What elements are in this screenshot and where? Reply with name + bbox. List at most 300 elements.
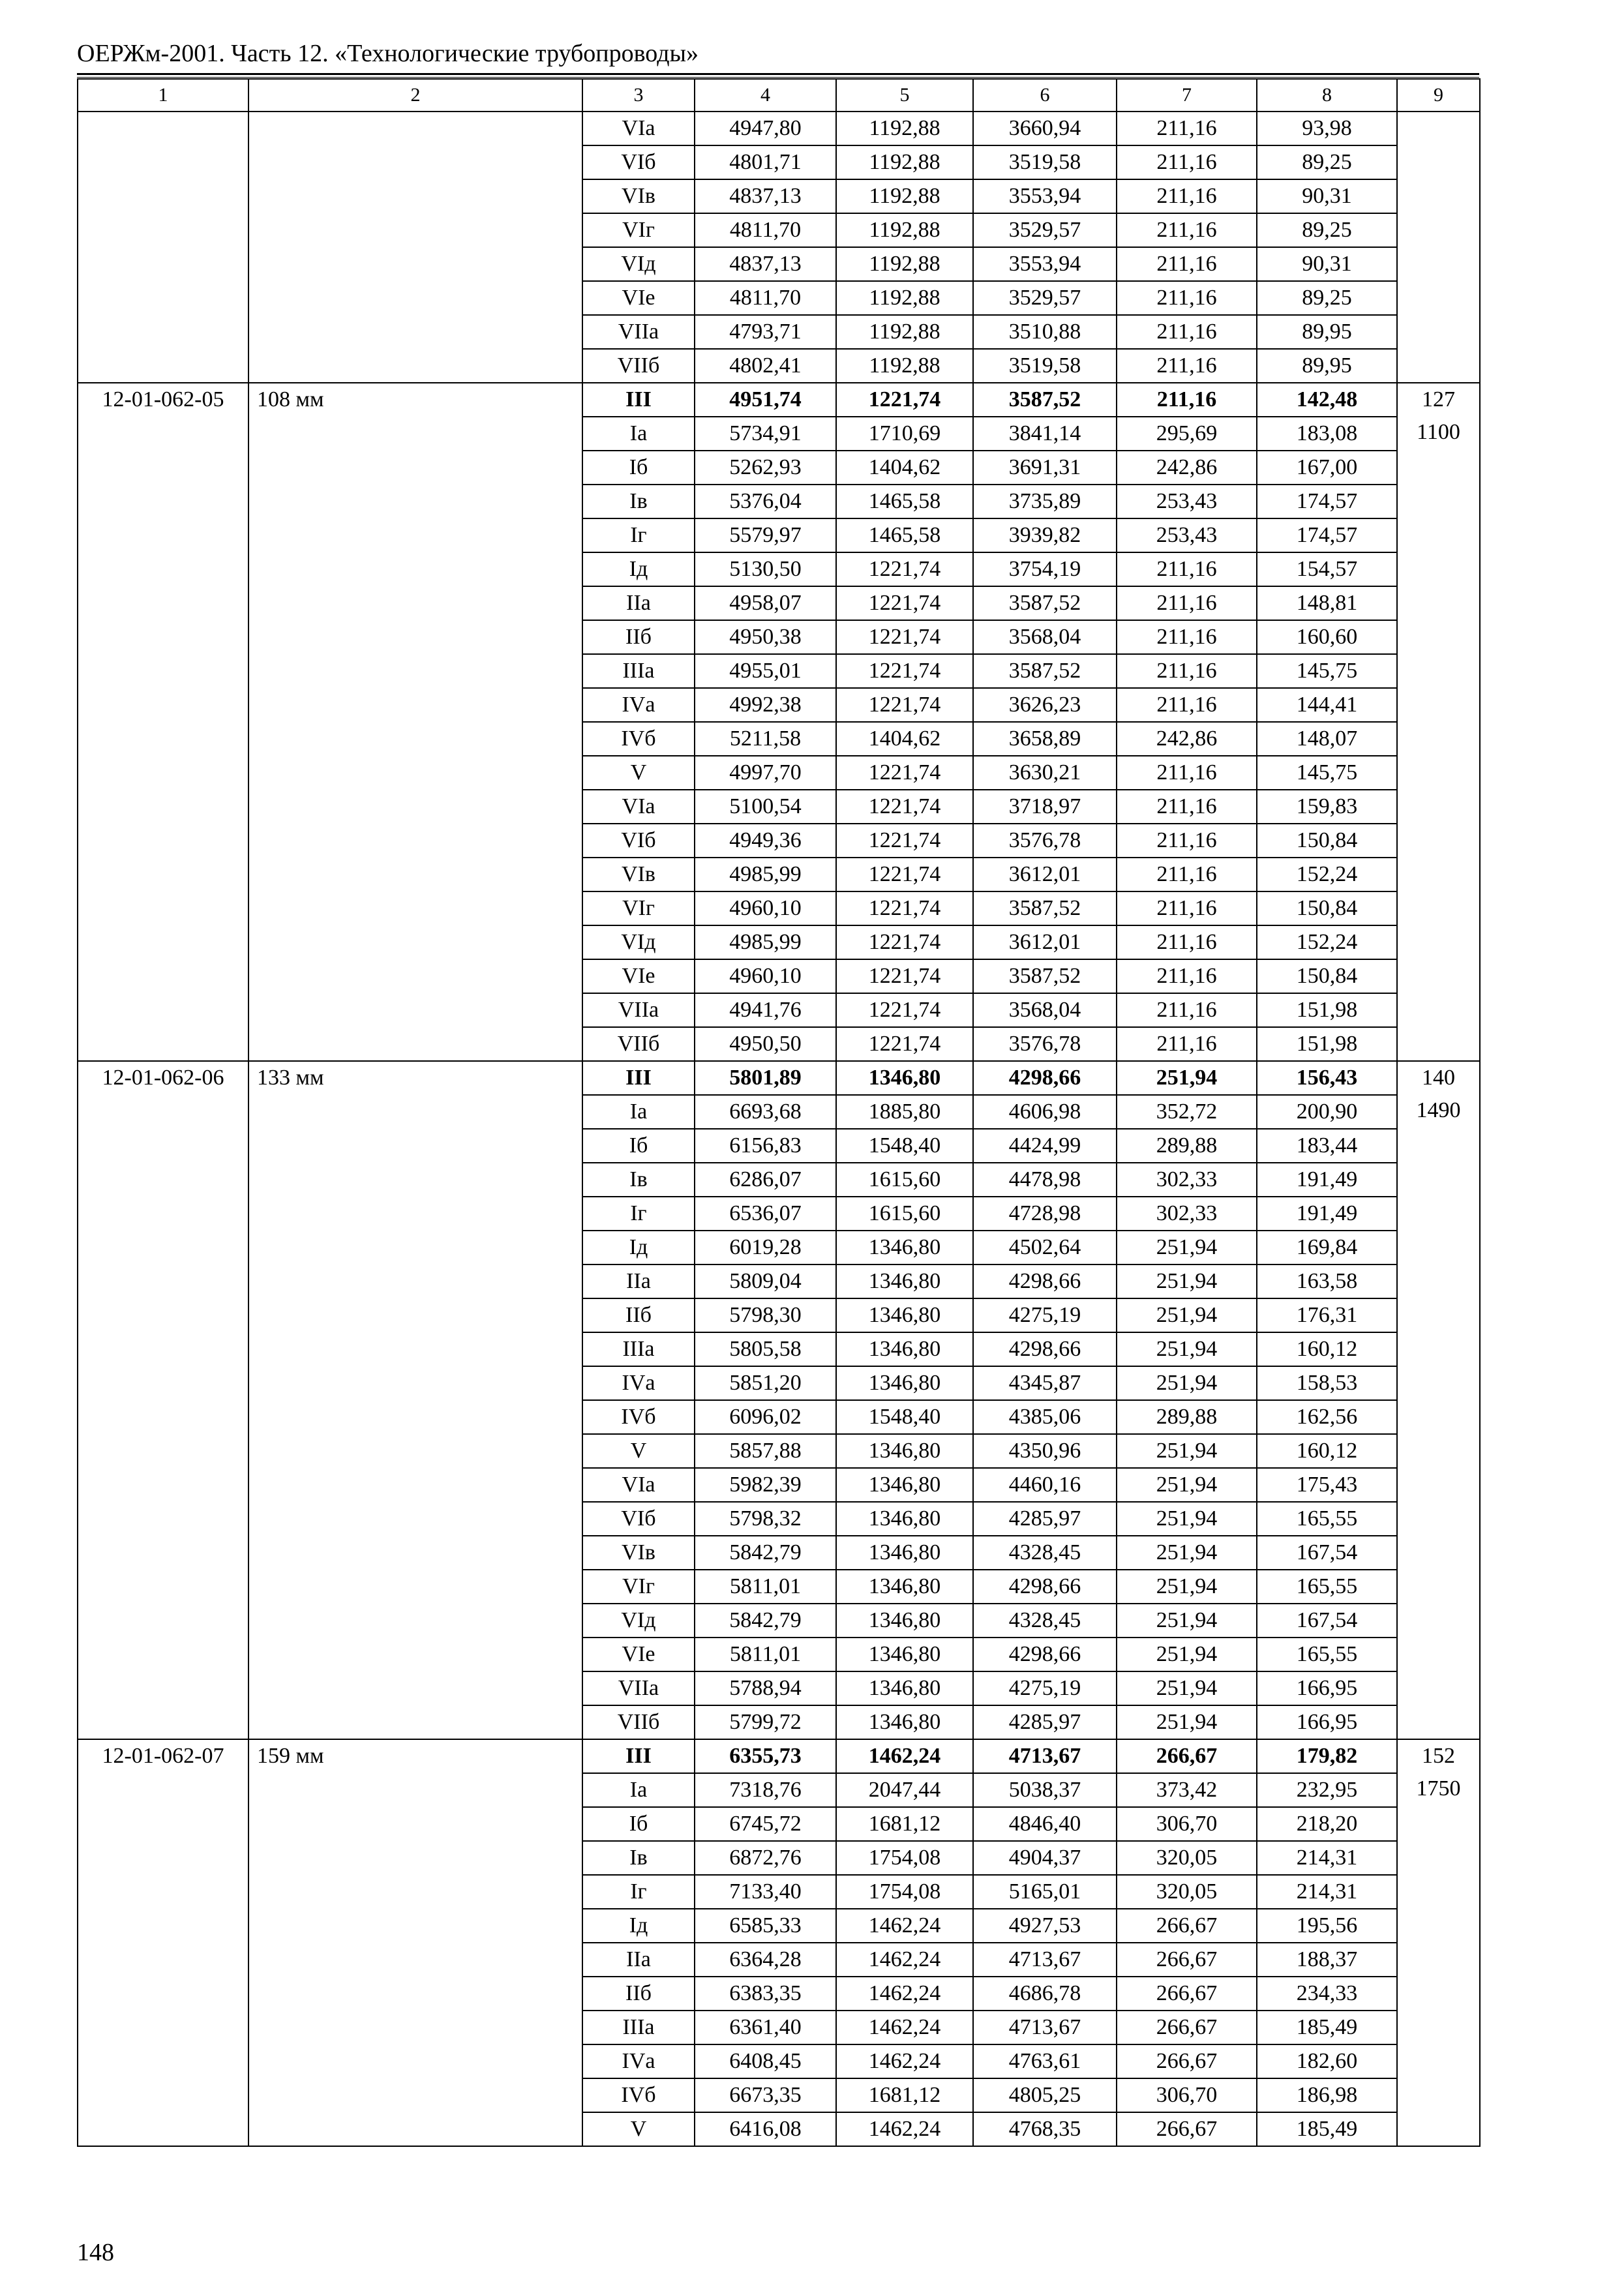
machine-cost: 4285,97	[973, 1502, 1117, 1536]
labor-cost: 1346,80	[836, 1231, 973, 1264]
total-cost: 5811,01	[695, 1570, 836, 1604]
labor-hours: 159,83	[1257, 790, 1397, 824]
modification-code: Iа	[582, 417, 695, 451]
machine-cost: 3626,23	[973, 688, 1117, 722]
labor-hours: 166,95	[1257, 1671, 1397, 1705]
labor-hours: 234,33	[1257, 1977, 1397, 2011]
operator-wage: 211,16	[1117, 145, 1257, 179]
total-cost: 5851,20	[695, 1366, 836, 1400]
labor-cost: 1404,62	[836, 451, 973, 485]
modification-code: VIа	[582, 112, 695, 145]
labor-hours: 156,43	[1257, 1061, 1397, 1095]
operator-wage: 242,86	[1117, 451, 1257, 485]
machine-cost: 5165,01	[973, 1875, 1117, 1909]
machine-cost: 4298,66	[973, 1638, 1117, 1671]
labor-hours: 186,98	[1257, 2078, 1397, 2112]
labor-hours: 165,55	[1257, 1570, 1397, 1604]
labor-hours: 179,82	[1257, 1739, 1397, 1773]
modification-code: Iв	[582, 485, 695, 518]
total-cost: 4960,10	[695, 891, 836, 925]
total-cost: 5579,97	[695, 518, 836, 552]
operator-wage: 211,16	[1117, 383, 1257, 417]
total-cost: 5842,79	[695, 1604, 836, 1638]
column-number: 5	[836, 79, 973, 112]
operator-wage: 251,94	[1117, 1366, 1257, 1400]
labor-cost: 1346,80	[836, 1061, 973, 1095]
operator-wage: 211,16	[1117, 586, 1257, 620]
labor-cost: 1548,40	[836, 1129, 973, 1163]
machine-cost: 4713,67	[973, 1739, 1117, 1773]
labor-hours: 185,49	[1257, 2112, 1397, 2146]
labor-cost: 1346,80	[836, 1502, 973, 1536]
total-cost: 5809,04	[695, 1264, 836, 1298]
labor-cost: 1346,80	[836, 1468, 973, 1502]
operator-wage: 289,88	[1117, 1400, 1257, 1434]
total-cost: 5798,30	[695, 1298, 836, 1332]
operator-wage: 251,94	[1117, 1604, 1257, 1638]
labor-hours: 166,95	[1257, 1705, 1397, 1739]
total-cost: 5799,72	[695, 1705, 836, 1739]
total-cost: 6019,28	[695, 1231, 836, 1264]
total-cost: 7318,76	[695, 1773, 836, 1807]
labor-cost: 1192,88	[836, 179, 973, 213]
labor-cost: 1346,80	[836, 1264, 973, 1298]
operator-wage: 211,16	[1117, 349, 1257, 383]
total-cost: 5801,89	[695, 1061, 836, 1095]
total-cost: 6364,28	[695, 1943, 836, 1977]
modification-code: IVб	[582, 1400, 695, 1434]
labor-hours: 185,49	[1257, 2011, 1397, 2044]
machine-cost: 4460,16	[973, 1468, 1117, 1502]
labor-hours: 191,49	[1257, 1163, 1397, 1197]
total-cost: 4811,70	[695, 281, 836, 315]
labor-cost: 1462,24	[836, 1909, 973, 1943]
labor-cost: 1462,24	[836, 1943, 973, 1977]
operator-wage: 373,42	[1117, 1773, 1257, 1807]
modification-code: VIб	[582, 824, 695, 858]
labor-hours: 93,98	[1257, 112, 1397, 145]
machine-cost: 3553,94	[973, 179, 1117, 213]
labor-hours: 214,31	[1257, 1875, 1397, 1909]
operator-wage: 251,94	[1117, 1638, 1257, 1671]
column-number: 6	[973, 79, 1117, 112]
modification-code: III	[582, 1739, 695, 1773]
operator-wage: 211,16	[1117, 654, 1257, 688]
labor-hours: 232,95	[1257, 1773, 1397, 1807]
operator-wage: 211,16	[1117, 281, 1257, 315]
modification-code: V	[582, 1434, 695, 1468]
labor-hours: 145,75	[1257, 756, 1397, 790]
labor-cost: 1754,08	[836, 1875, 973, 1909]
total-cost: 6286,07	[695, 1163, 836, 1197]
operator-wage: 352,72	[1117, 1095, 1257, 1129]
total-cost: 6361,40	[695, 2011, 836, 2044]
labor-cost: 1221,74	[836, 790, 973, 824]
labor-cost: 1346,80	[836, 1536, 973, 1570]
labor-hours: 162,56	[1257, 1400, 1397, 1434]
total-cost: 4985,99	[695, 925, 836, 959]
operator-wage: 211,16	[1117, 315, 1257, 349]
machine-cost: 4768,35	[973, 2112, 1117, 2146]
labor-cost: 1885,80	[836, 1095, 973, 1129]
modification-code: IVб	[582, 722, 695, 756]
modification-code: VIг	[582, 1570, 695, 1604]
labor-cost: 1681,12	[836, 2078, 973, 2112]
table-row	[78, 383, 1480, 417]
modification-code: IVб	[582, 2078, 695, 2112]
labor-cost: 1192,88	[836, 213, 973, 247]
machine-cost: 3630,21	[973, 756, 1117, 790]
pipe-diameter: 133 мм	[248, 1061, 582, 1739]
labor-cost: 1221,74	[836, 891, 973, 925]
pipe-diameter: 159 мм	[248, 1739, 582, 2146]
total-cost: 5211,58	[695, 722, 836, 756]
machine-cost: 4904,37	[973, 1841, 1117, 1875]
labor-hours: 165,55	[1257, 1638, 1397, 1671]
operator-wage: 211,16	[1117, 179, 1257, 213]
material-value: 140	[1422, 1066, 1455, 1090]
operator-wage: 251,94	[1117, 1502, 1257, 1536]
machine-cost: 3568,04	[973, 620, 1117, 654]
operator-wage: 251,94	[1117, 1332, 1257, 1366]
modification-code: Iг	[582, 1875, 695, 1909]
modification-code: Iг	[582, 518, 695, 552]
labor-cost: 1192,88	[836, 349, 973, 383]
total-cost: 4941,76	[695, 993, 836, 1027]
machine-cost: 3519,58	[973, 349, 1117, 383]
total-cost: 6673,35	[695, 2078, 836, 2112]
machine-cost: 3576,78	[973, 824, 1117, 858]
total-cost: 5811,01	[695, 1638, 836, 1671]
operator-wage: 251,94	[1117, 1434, 1257, 1468]
rates-table	[77, 78, 1481, 2147]
operator-wage: 211,16	[1117, 790, 1257, 824]
labor-cost: 1462,24	[836, 1977, 973, 2011]
total-cost: 4992,38	[695, 688, 836, 722]
modification-code: VIе	[582, 1638, 695, 1671]
total-cost: 6872,76	[695, 1841, 836, 1875]
labor-hours: 218,20	[1257, 1807, 1397, 1841]
machine-cost: 4805,25	[973, 2078, 1117, 2112]
labor-hours: 89,25	[1257, 213, 1397, 247]
labor-cost: 1192,88	[836, 247, 973, 281]
labor-cost: 1221,74	[836, 925, 973, 959]
operator-wage: 211,16	[1117, 993, 1257, 1027]
labor-hours: 89,95	[1257, 349, 1397, 383]
operator-wage: 251,94	[1117, 1298, 1257, 1332]
modification-code: IVа	[582, 2044, 695, 2078]
labor-cost: 1462,24	[836, 1739, 973, 1773]
material-values	[1397, 112, 1480, 383]
labor-hours: 214,31	[1257, 1841, 1397, 1875]
total-cost: 5857,88	[695, 1434, 836, 1468]
machine-cost: 3754,19	[973, 552, 1117, 586]
modification-code: VIIб	[582, 349, 695, 383]
modification-code: VIIб	[582, 1705, 695, 1739]
machine-cost: 3841,14	[973, 417, 1117, 451]
modification-code: IIа	[582, 1943, 695, 1977]
material-values	[1397, 1739, 1480, 2146]
total-cost: 6096,02	[695, 1400, 836, 1434]
labor-hours: 160,12	[1257, 1332, 1397, 1366]
labor-cost: 1462,24	[836, 2112, 973, 2146]
machine-cost: 3612,01	[973, 858, 1117, 891]
machine-cost: 4275,19	[973, 1671, 1117, 1705]
operator-wage: 211,16	[1117, 891, 1257, 925]
total-cost: 6693,68	[695, 1095, 836, 1129]
machine-cost: 4298,66	[973, 1332, 1117, 1366]
modification-code: VIв	[582, 858, 695, 891]
total-cost: 5376,04	[695, 485, 836, 518]
machine-cost: 4345,87	[973, 1366, 1117, 1400]
total-cost: 6383,35	[695, 1977, 836, 2011]
modification-code: Iв	[582, 1841, 695, 1875]
modification-code: Iб	[582, 1129, 695, 1163]
operator-wage: 320,05	[1117, 1875, 1257, 1909]
labor-hours: 148,07	[1257, 722, 1397, 756]
labor-cost: 1346,80	[836, 1434, 973, 1468]
rates-table-body	[78, 79, 1480, 2146]
total-cost: 5982,39	[695, 1468, 836, 1502]
header-rule	[77, 73, 1479, 75]
labor-cost: 1465,58	[836, 518, 973, 552]
machine-cost: 3587,52	[973, 383, 1117, 417]
material-values	[1397, 1061, 1480, 1739]
material-value: 127	[1422, 387, 1455, 411]
table-row	[78, 112, 1480, 145]
total-cost: 4958,07	[695, 586, 836, 620]
machine-cost: 4478,98	[973, 1163, 1117, 1197]
machine-cost: 3939,82	[973, 518, 1117, 552]
machine-cost: 3553,94	[973, 247, 1117, 281]
labor-hours: 195,56	[1257, 1909, 1397, 1943]
labor-cost: 1192,88	[836, 145, 973, 179]
labor-cost: 1754,08	[836, 1841, 973, 1875]
machine-cost: 4728,98	[973, 1197, 1117, 1231]
modification-code: IIб	[582, 1298, 695, 1332]
operator-wage: 295,69	[1117, 417, 1257, 451]
machine-cost: 4606,98	[973, 1095, 1117, 1129]
machine-cost: 4686,78	[973, 1977, 1117, 2011]
operator-wage: 211,16	[1117, 959, 1257, 993]
total-cost: 4949,36	[695, 824, 836, 858]
operator-wage: 251,94	[1117, 1705, 1257, 1739]
item-code	[78, 112, 248, 383]
machine-cost: 3587,52	[973, 891, 1117, 925]
labor-hours: 167,54	[1257, 1536, 1397, 1570]
labor-cost: 1346,80	[836, 1298, 973, 1332]
labor-cost: 1221,74	[836, 858, 973, 891]
labor-cost: 1221,74	[836, 688, 973, 722]
machine-cost: 4298,66	[973, 1264, 1117, 1298]
labor-hours: 89,95	[1257, 315, 1397, 349]
modification-code: Iд	[582, 552, 695, 586]
total-cost: 5798,32	[695, 1502, 836, 1536]
modification-code: VIд	[582, 247, 695, 281]
labor-hours: 169,84	[1257, 1231, 1397, 1264]
labor-hours: 150,84	[1257, 824, 1397, 858]
modification-code: IVа	[582, 1366, 695, 1400]
total-cost: 6536,07	[695, 1197, 836, 1231]
labor-hours: 152,24	[1257, 858, 1397, 891]
machine-cost: 5038,37	[973, 1773, 1117, 1807]
machine-cost: 3691,31	[973, 451, 1117, 485]
total-cost: 5734,91	[695, 417, 836, 451]
operator-wage: 211,16	[1117, 112, 1257, 145]
modification-code: Iб	[582, 451, 695, 485]
total-cost: 5130,50	[695, 552, 836, 586]
labor-cost: 1346,80	[836, 1332, 973, 1366]
labor-hours: 183,44	[1257, 1129, 1397, 1163]
modification-code: IIа	[582, 586, 695, 620]
modification-code: VIд	[582, 1604, 695, 1638]
total-cost: 4955,01	[695, 654, 836, 688]
operator-wage: 211,16	[1117, 858, 1257, 891]
machine-cost: 4502,64	[973, 1231, 1117, 1264]
machine-cost: 3587,52	[973, 586, 1117, 620]
modification-code: III	[582, 383, 695, 417]
labor-hours: 142,48	[1257, 383, 1397, 417]
operator-wage: 211,16	[1117, 213, 1257, 247]
operator-wage: 302,33	[1117, 1197, 1257, 1231]
material-values	[1397, 383, 1480, 1061]
column-number: 8	[1257, 79, 1397, 112]
labor-cost: 1192,88	[836, 281, 973, 315]
labor-cost: 1462,24	[836, 2011, 973, 2044]
machine-cost: 3529,57	[973, 213, 1117, 247]
operator-wage: 211,16	[1117, 925, 1257, 959]
labor-hours: 200,90	[1257, 1095, 1397, 1129]
column-number: 2	[248, 79, 582, 112]
labor-hours: 89,25	[1257, 281, 1397, 315]
operator-wage: 242,86	[1117, 722, 1257, 756]
modification-code: Iб	[582, 1807, 695, 1841]
labor-cost: 1404,62	[836, 722, 973, 756]
total-cost: 5805,58	[695, 1332, 836, 1366]
operator-wage: 266,67	[1117, 2011, 1257, 2044]
modification-code: Iа	[582, 1773, 695, 1807]
operator-wage: 211,16	[1117, 552, 1257, 586]
operator-wage: 266,67	[1117, 1977, 1257, 2011]
operator-wage: 253,43	[1117, 518, 1257, 552]
modification-code: VIд	[582, 925, 695, 959]
labor-cost: 1221,74	[836, 1027, 973, 1061]
total-cost: 4793,71	[695, 315, 836, 349]
modification-code: VIа	[582, 1468, 695, 1502]
machine-cost: 4328,45	[973, 1536, 1117, 1570]
labor-hours: 165,55	[1257, 1502, 1397, 1536]
modification-code: IIб	[582, 620, 695, 654]
modification-code: IIIа	[582, 1332, 695, 1366]
operator-wage: 266,67	[1117, 2044, 1257, 2078]
labor-hours: 158,53	[1257, 1366, 1397, 1400]
total-cost: 5788,94	[695, 1671, 836, 1705]
labor-hours: 167,54	[1257, 1604, 1397, 1638]
column-number: 7	[1117, 79, 1257, 112]
labor-cost: 1346,80	[836, 1570, 973, 1604]
modification-code: IIIа	[582, 2011, 695, 2044]
labor-hours: 154,57	[1257, 552, 1397, 586]
machine-cost: 4713,67	[973, 1943, 1117, 1977]
labor-cost: 1346,80	[836, 1366, 973, 1400]
labor-hours: 144,41	[1257, 688, 1397, 722]
modification-code: Iд	[582, 1909, 695, 1943]
labor-hours: 191,49	[1257, 1197, 1397, 1231]
operator-wage: 211,16	[1117, 756, 1257, 790]
labor-cost: 1221,74	[836, 959, 973, 993]
modification-code: VIIб	[582, 1027, 695, 1061]
modification-code: VIIа	[582, 315, 695, 349]
pipe-diameter	[248, 112, 582, 383]
table-row	[78, 1739, 1480, 1773]
labor-hours: 176,31	[1257, 1298, 1397, 1332]
machine-cost: 3568,04	[973, 993, 1117, 1027]
total-cost: 4997,70	[695, 756, 836, 790]
labor-cost: 1346,80	[836, 1638, 973, 1671]
item-code: 12-01-062-07	[78, 1739, 248, 2146]
total-cost: 4802,41	[695, 349, 836, 383]
total-cost: 5262,93	[695, 451, 836, 485]
labor-cost: 1221,74	[836, 552, 973, 586]
modification-code: Iд	[582, 1231, 695, 1264]
column-number: 4	[695, 79, 836, 112]
operator-wage: 211,16	[1117, 620, 1257, 654]
total-cost: 4950,38	[695, 620, 836, 654]
machine-cost: 4275,19	[973, 1298, 1117, 1332]
modification-code: IIа	[582, 1264, 695, 1298]
total-cost: 6355,73	[695, 1739, 836, 1773]
machine-cost: 3718,97	[973, 790, 1117, 824]
labor-hours: 145,75	[1257, 654, 1397, 688]
labor-hours: 174,57	[1257, 518, 1397, 552]
labor-cost: 1221,74	[836, 993, 973, 1027]
machine-cost: 4424,99	[973, 1129, 1117, 1163]
column-number-row	[78, 79, 1480, 112]
labor-cost: 1615,60	[836, 1197, 973, 1231]
labor-cost: 1221,74	[836, 824, 973, 858]
labor-cost: 1346,80	[836, 1671, 973, 1705]
machine-cost: 4328,45	[973, 1604, 1117, 1638]
labor-hours: 89,25	[1257, 145, 1397, 179]
machine-cost: 4385,06	[973, 1400, 1117, 1434]
machine-cost: 4285,97	[973, 1705, 1117, 1739]
operator-wage: 211,16	[1117, 1027, 1257, 1061]
modification-code: IIб	[582, 1977, 695, 2011]
column-number: 1	[78, 79, 248, 112]
labor-cost: 1221,74	[836, 654, 973, 688]
operator-wage: 211,16	[1117, 688, 1257, 722]
machine-cost: 3519,58	[973, 145, 1117, 179]
labor-hours: 150,84	[1257, 891, 1397, 925]
labor-cost: 1192,88	[836, 315, 973, 349]
labor-cost: 1681,12	[836, 1807, 973, 1841]
operator-wage: 320,05	[1117, 1841, 1257, 1875]
modification-code: III	[582, 1061, 695, 1095]
labor-hours: 183,08	[1257, 417, 1397, 451]
labor-cost: 1221,74	[836, 586, 973, 620]
modification-code: IIIа	[582, 654, 695, 688]
machine-cost: 3735,89	[973, 485, 1117, 518]
table-row	[78, 1061, 1480, 1095]
machine-cost: 4763,61	[973, 2044, 1117, 2078]
machine-cost: 4927,53	[973, 1909, 1117, 1943]
operator-wage: 266,67	[1117, 1909, 1257, 1943]
column-number: 3	[582, 79, 695, 112]
material-value: 1100	[1417, 420, 1460, 444]
modification-code: Iв	[582, 1163, 695, 1197]
labor-cost: 1710,69	[836, 417, 973, 451]
material-value: 152	[1422, 1744, 1455, 1768]
